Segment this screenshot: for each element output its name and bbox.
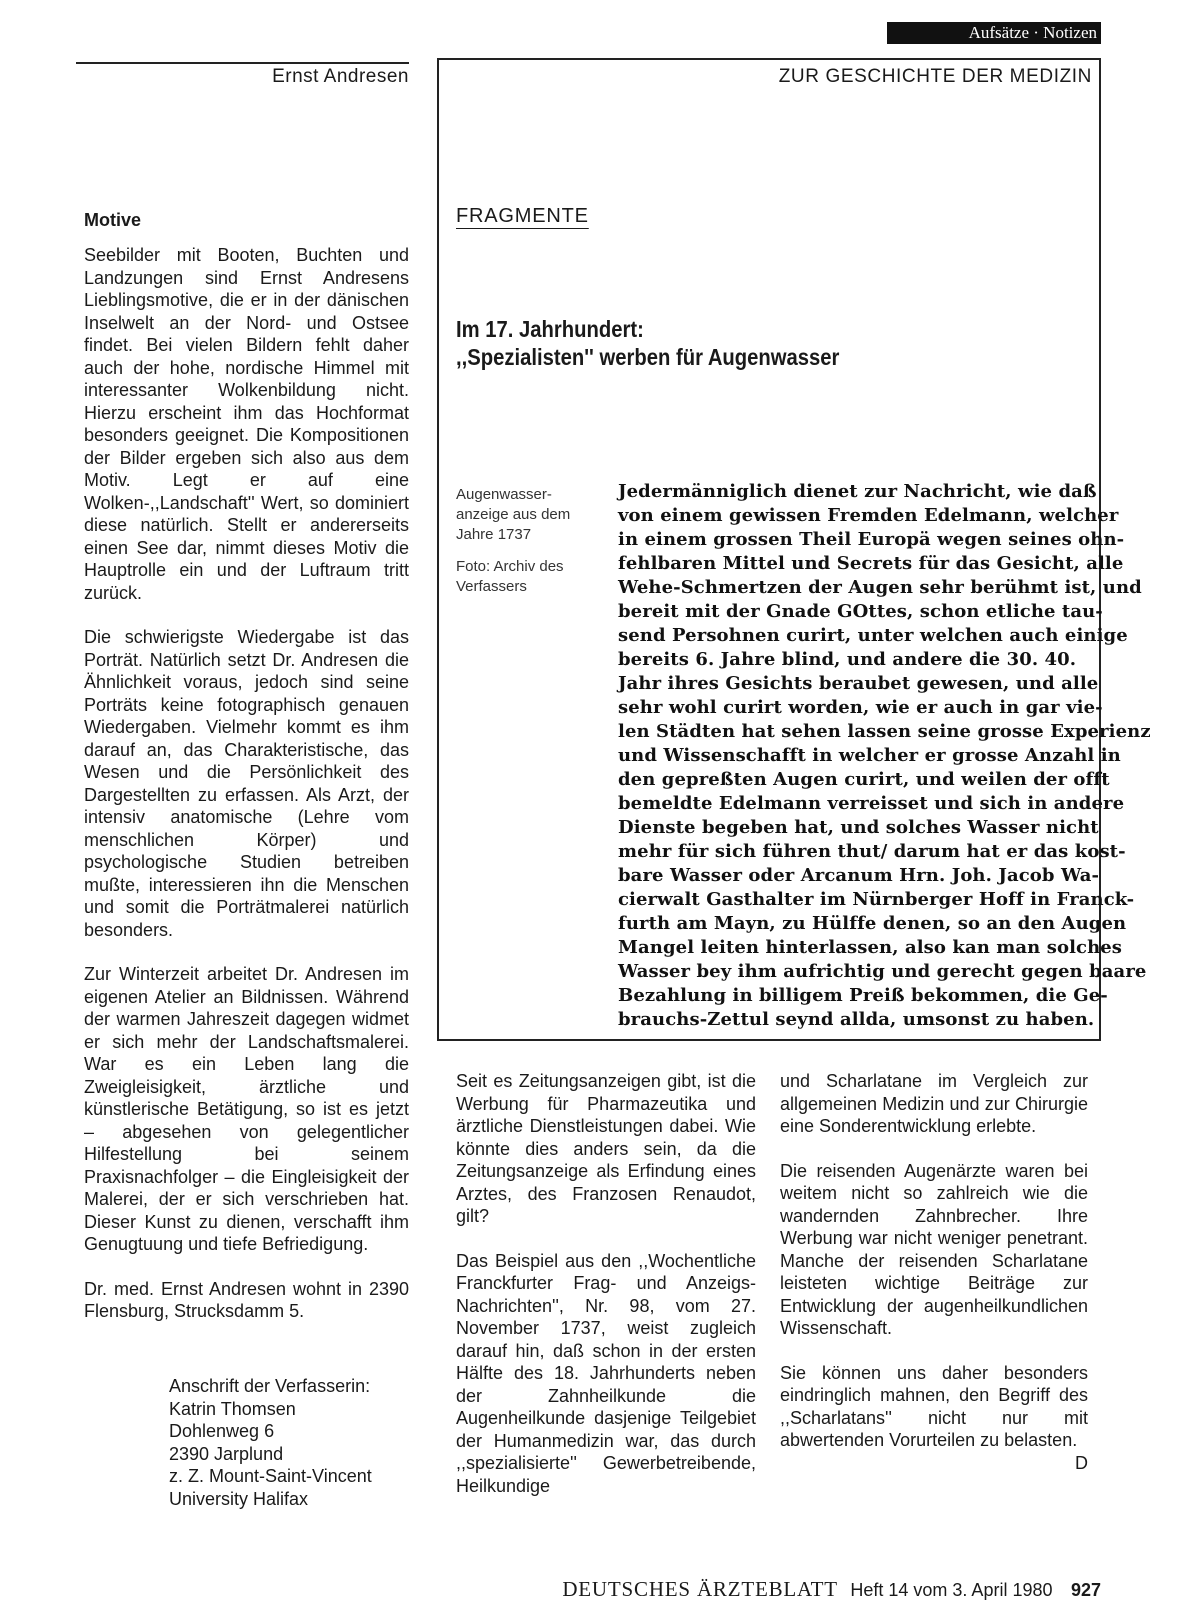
advert-line: Dienste begeben hat, und solches Wasser nicht [618, 817, 1099, 838]
advert-line: send Persohnen curirt, unter welchen auch einige [618, 625, 1128, 646]
article-headline [456, 315, 984, 371]
advert-line: bereits 6. Jahre blind, und andere die 30. 40. [618, 649, 1077, 670]
advert-line: Jahr ihres Gesichts beraubet gewesen, und alle [618, 673, 1099, 694]
advert-line: und Wissenschafft in welcher er grosse Anzahl in [618, 745, 1121, 766]
advert-line: Bezahlung in billigem Preiß bekommen, die Ge- [618, 985, 1108, 1006]
journal-name: DEUTSCHES ÄRZTEBLATT [562, 1577, 838, 1601]
advert-line: Wasser bey ihm aufrichtig und gerecht gegen baare [618, 961, 1147, 982]
address-line: University Halifax [169, 1488, 309, 1509]
left-paragraph: Seebilder mit Booten, Buchten und Landzungen sind Ernst Andresens Lieblingsmotive, die er in der dänischen Inselwelt an der Nord- und Ostsee findet. Bei vielen Bildern fehlt daher auch der hohe, nordische Himmel mit interessanter Wolkenbildung nicht. Hierzu erscheint ihm das Hochformat besonders geeignet. Die Kompositionen der Bilder ergeben sich also aus dem Motiv. Legt er auf eine Wolken-,,Landschaft'' Wert, so dominiert diese natürlich. Stellt er andererseits einen See dar, nimmt dieses Motiv die Hauptrolle ein und der Luftraum tritt zurück. [84, 245, 409, 603]
advert-line: fehlbaren Mittel und Secrets für das Gesicht, alle [618, 553, 1124, 574]
section-tag: Aufsätze · Notizen [887, 22, 1101, 44]
advert-line: von einem gewissen Fremden Edelmann, welcher [618, 505, 1119, 526]
page-footer [437, 1577, 1101, 1602]
article-paragraph: Die reisenden Augenärzte waren bei weitem nicht so zahlreich wie die wandernden Zahnbrecher. Ihre Werbung war nicht weniger penetrant. Manche der reisenden Scharlatane leisteten wichtige Beiträge zur Entwicklung der augenheilkundlichen Wissenschaft. [780, 1160, 1088, 1338]
advert-line: Mangel leiten hinterlassen, also kan man solches [618, 937, 1123, 958]
fragmente-kicker: FRAGMENTE [456, 205, 589, 227]
advert-line: furth am Mayn, zu Hülffe denen, so an den Augen [618, 913, 1127, 934]
left-paragraph: Die schwierigste Wiedergabe ist das Porträt. Natürlich setzt Dr. Andresen die Ähnlichkeit voraus, jedoch sind seine Porträts keine fotographisch genauen Wiedergaben. Vielmehr kommt es ihm darauf an, das Charakteristische, das Wesen und die Persönlichkeit des Dargestellten zu erfassen. Als Arzt, der intensiv anatomische (Lehre vom menschlichen Körper) und psychologische Studien betreiben mußte, interessieren ihn die Menschen und somit die Porträtmalerei natürlich besonders. [84, 627, 409, 940]
advert-line: mehr für sich führen thut/ darum hat er das kost- [618, 841, 1126, 862]
motive-heading: Motive [84, 210, 142, 230]
advert-line: sehr wohl curirt worden, wie er auch in gar vie- [618, 697, 1103, 718]
left-column-text [84, 244, 409, 1345]
history-heading: ZUR GESCHICHTE DER MEDIZIN [778, 66, 1092, 87]
advert-line: brauchs-Zettul seynd allda, umsonst zu haben. [618, 1009, 1095, 1030]
issue-info: Heft 14 vom 3. April 1980 [850, 1580, 1053, 1600]
headline-line: Im 17. Jahrhundert: [456, 316, 644, 342]
article-paragraph: Das Beispiel aus den ,,Wochentliche Franckfurter Frag- und Anzeigs-Nachrichten'', Nr. 98, vom 27. November 1737, weist zugleich darauf hin, daß schon in der ersten Hälfte des 18. Jahrhunderts neben der Zahnheilkunde die Augenheilkunde dasjenige Teilgebiet der Humanmedizin war, das durch ,,spezialisierte'' Gewerbetreibende, Heilkundige [456, 1250, 756, 1496]
address-line: 2390 Jarplund [169, 1443, 284, 1464]
historic-advertisement [618, 480, 1151, 1032]
advert-line: bereit mit der Gnade GOttes, schon etliche tau- [618, 601, 1103, 622]
article-paragraph: Sie können uns daher besonders eindringlich mahnen, den Begriff des ,,Scharlatans'' nicht nur mit abwertenden Vorurteilen zu belasten. [780, 1362, 1088, 1450]
advert-line: den gepreßten Augen curirt, und weilen der offt [618, 769, 1110, 790]
address-line: Dohlenweg 6 [169, 1421, 275, 1441]
advert-line: in einem grossen Theil Europä wegen seines ohn- [618, 529, 1125, 550]
advert-line: Wehe-Schmertzen der Augen sehr berühmt ist, und [618, 577, 1142, 598]
image-caption [456, 485, 596, 609]
article-paragraph: Seit es Zeitungsanzeigen gibt, ist die Werbung für Pharmazeutika und ärztliche Dienstleistungen dabei. Wie könnte dies anders sein, da die Zeitungsanzeige als Erfindung eines Arztes, des Franzosen Renaudot, gilt? [456, 1071, 756, 1226]
address-line: Katrin Thomsen [169, 1398, 296, 1419]
address-line: z. Z. Mount-Saint-Vincent [169, 1466, 372, 1486]
address-line: Anschrift der Verfasserin: [169, 1376, 371, 1396]
caption-credit: Foto: Archiv des Verfassers [456, 558, 564, 595]
left-author-heading: Ernst Andresen [272, 66, 409, 87]
caption-text: Augenwasser-anzeige aus dem Jahre 1737 [456, 486, 571, 543]
left-paragraph: Zur Winterzeit arbeitet Dr. Andresen im eigenen Atelier an Bildnissen. Während der warmen Jahreszeit dagegen widmet er sich mehr der Landschaftsmalerei. War es ein Leben lang die Zweigleisigkeit, ärztliche und künstlerische Betätigung, so ist es jetzt – abgesehen von gelegentlicher Hilfestellung bei seinem Praxisnachfolger – die Eingleisigkeit der Malerei, der er sich verschrieben hat. Dieser Kunst zu dienen, verschafft ihm Genugtuung und tiefe Befriedigung. [84, 964, 409, 1254]
article-column-right [780, 1070, 1088, 1474]
headline-line: ,,Spezialisten'' werben für Augenwasser [456, 344, 840, 370]
article-column-middle [456, 1070, 756, 1519]
page-number: 927 [1070, 1580, 1101, 1600]
article-paragraph: und Scharlatane im Vergleich zur allgemeinen Medizin und zur Chirurgie eine Sonderentwicklung erlebte. [780, 1071, 1088, 1136]
author-signature: D [1075, 1452, 1088, 1473]
author-address [169, 1375, 429, 1510]
left-header-rule [76, 62, 409, 64]
advert-line: bare Wasser oder Arcanum Hrn. Joh. Jacob Wa- [618, 865, 1100, 886]
left-paragraph: Dr. med. Ernst Andresen wohnt in 2390 Flensburg, Strucksdamm 5. [84, 1278, 409, 1321]
advert-line: len Städten hat sehen lassen seine grosse Experienz [618, 721, 1151, 742]
advert-line: bemeldte Edelmann verreisset und sich in andere [618, 793, 1125, 814]
advert-line: cierwalt Gasthalter im Nürnberger Hoff in Franck- [618, 889, 1135, 910]
advert-line: Jedermänniglich dienet zur Nachricht, wie daß [618, 481, 1097, 502]
